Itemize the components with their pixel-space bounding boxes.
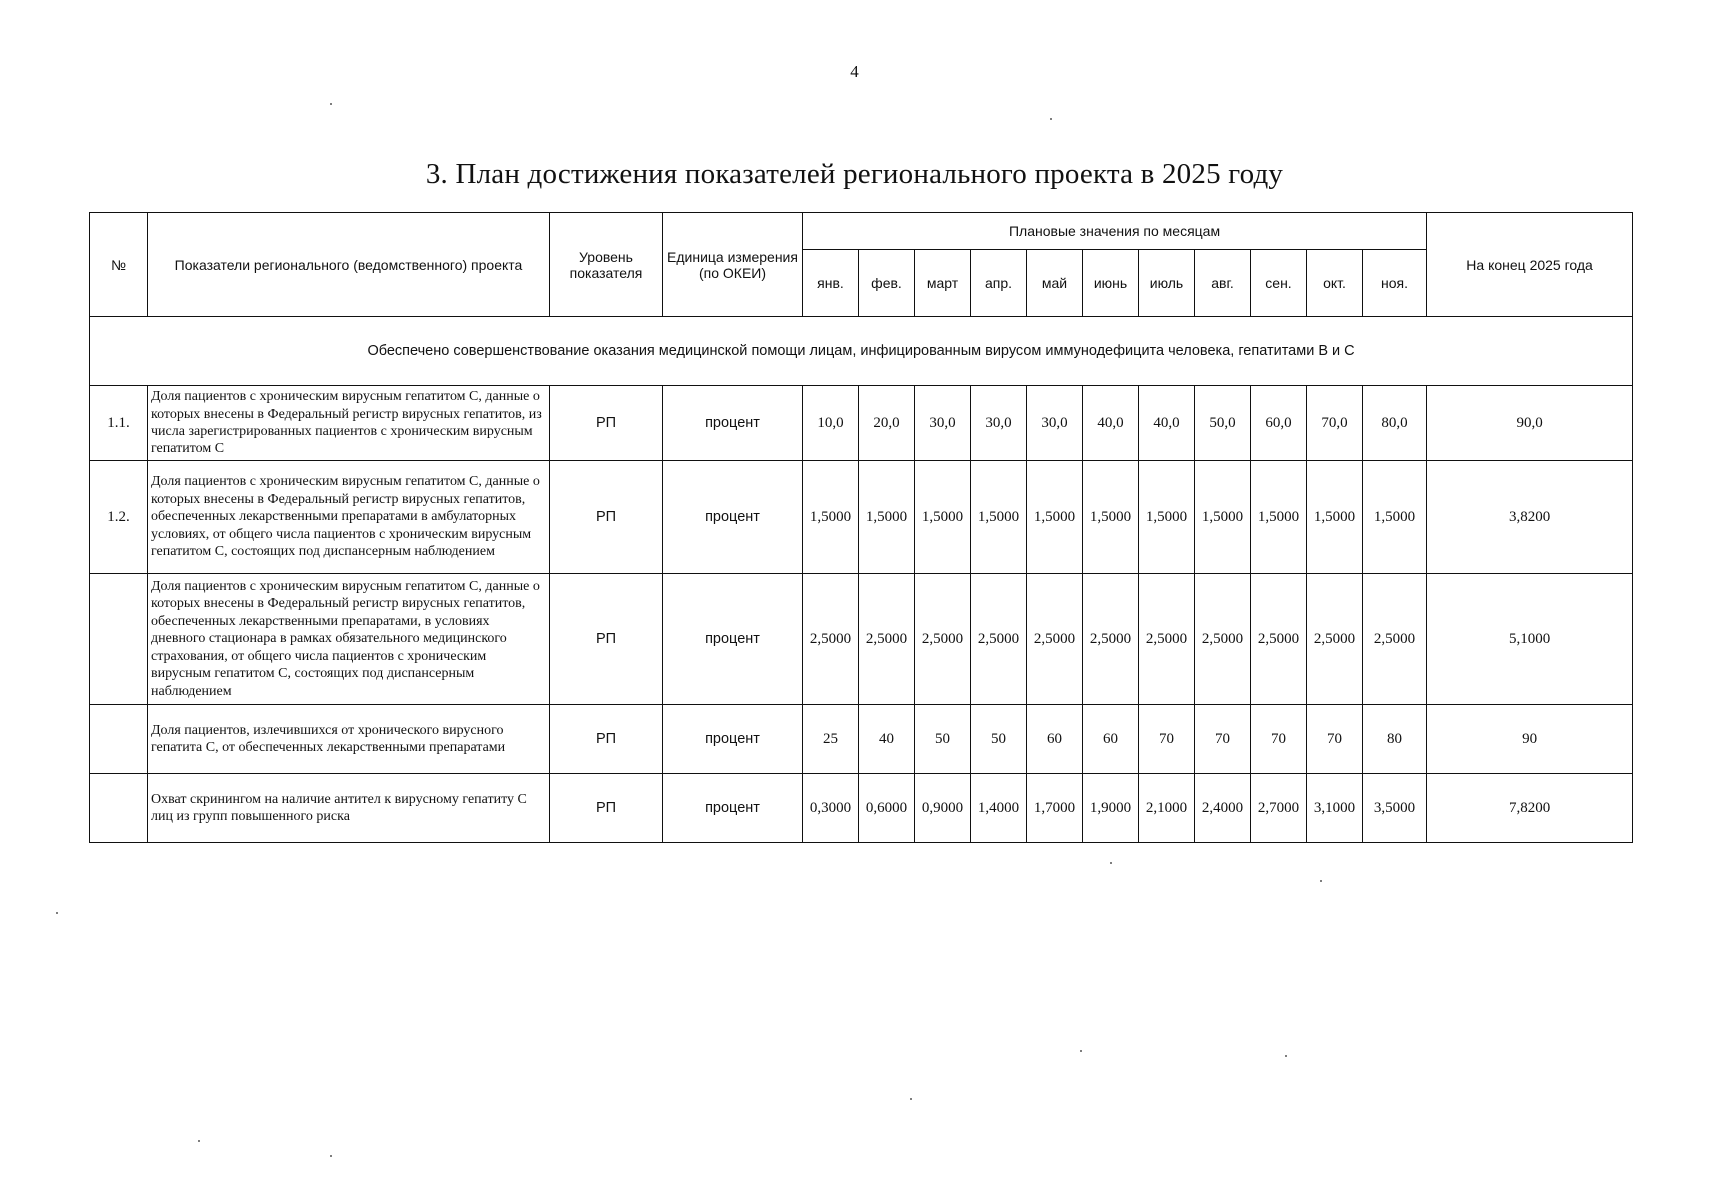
month-value: 1,5000 — [1307, 461, 1363, 574]
header-month: май — [1027, 250, 1083, 317]
month-value: 20,0 — [859, 386, 915, 461]
month-value: 70,0 — [1307, 386, 1363, 461]
row-number: 1.1. — [90, 386, 148, 461]
header-month: авг. — [1195, 250, 1251, 317]
indicator-unit: процент — [663, 774, 803, 843]
row-number — [90, 705, 148, 774]
indicator-unit: процент — [663, 386, 803, 461]
page-number: 4 — [850, 62, 859, 81]
indicator-name: Доля пациентов с хроническим вирусным гепатитом С, данные о которых внесены в Федеральный регистр вирусных гепатитов, обеспеченных лекарственными препаратами в амбулаторных условиях, от общего числа пациентов с хроническим вирусным гепатитом С, состоящих под диспансерным наблюдением — [148, 461, 550, 574]
scan-speck — [1285, 1055, 1287, 1057]
row-number: 1.2. — [90, 461, 148, 574]
header-row-top — [90, 213, 1633, 250]
month-value: 30,0 — [915, 386, 971, 461]
month-value: 60,0 — [1251, 386, 1307, 461]
month-value: 1,5000 — [1363, 461, 1427, 574]
indicator-name: Охват скринингом на наличие антител к вирусному гепатиту С лиц из групп повышенного риска — [148, 774, 550, 843]
indicator-level: РП — [550, 461, 663, 574]
header-indicator: Показатели регионального (ведомственного) проекта — [148, 213, 550, 317]
header-level: Уровень показателя — [550, 213, 663, 317]
month-value: 60 — [1083, 705, 1139, 774]
header-month: апр. — [971, 250, 1027, 317]
month-value: 50 — [915, 705, 971, 774]
month-value: 2,5000 — [1027, 574, 1083, 705]
indicators-table — [89, 212, 1633, 843]
month-value: 10,0 — [803, 386, 859, 461]
month-value: 2,4000 — [1195, 774, 1251, 843]
month-value: 50,0 — [1195, 386, 1251, 461]
table-row — [90, 461, 1633, 574]
header-month: ноя. — [1363, 250, 1427, 317]
header-month: янв. — [803, 250, 859, 317]
month-value: 1,5000 — [1195, 461, 1251, 574]
scan-speck — [330, 1155, 332, 1157]
indicator-name: Доля пациентов с хроническим вирусным гепатитом С, данные о которых внесены в Федеральный регистр вирусных гепатитов, из числа зарегистрированных пациентов с хроническим вирусным гепатитом С — [148, 386, 550, 461]
month-value: 2,5000 — [1251, 574, 1307, 705]
month-value: 1,5000 — [1251, 461, 1307, 574]
indicator-name: Доля пациентов, излечившихся от хронического вирусного гепатита С, от обеспеченных лекарственными препаратами — [148, 705, 550, 774]
header-month: март — [915, 250, 971, 317]
scan-speck — [1320, 880, 1322, 882]
final-value: 90,0 — [1427, 386, 1633, 461]
month-value: 80 — [1363, 705, 1427, 774]
month-value: 40,0 — [1083, 386, 1139, 461]
month-value: 1,4000 — [971, 774, 1027, 843]
final-value: 5,1000 — [1427, 574, 1633, 705]
month-value: 2,5000 — [859, 574, 915, 705]
month-value: 1,5000 — [915, 461, 971, 574]
month-value: 2,5000 — [1139, 574, 1195, 705]
indicator-level: РП — [550, 574, 663, 705]
month-value: 2,5000 — [971, 574, 1027, 705]
section-row — [90, 317, 1633, 386]
month-value: 0,3000 — [803, 774, 859, 843]
header-month: июль — [1139, 250, 1195, 317]
month-value: 2,5000 — [915, 574, 971, 705]
month-value: 2,5000 — [1083, 574, 1139, 705]
row-number — [90, 574, 148, 705]
month-value: 2,7000 — [1251, 774, 1307, 843]
month-value: 2,1000 — [1139, 774, 1195, 843]
section-title: Обеспечено совершенствование оказания медицинской помощи лицам, инфицированным вирусом иммунодефицита человека, гепатитами В и С — [90, 317, 1633, 386]
table-row — [90, 705, 1633, 774]
month-value: 2,5000 — [1195, 574, 1251, 705]
header-unit: Единица измерения (по ОКЕИ) — [663, 213, 803, 317]
table-row — [90, 574, 1633, 705]
table-row — [90, 774, 1633, 843]
scan-speck — [1110, 862, 1112, 864]
final-value: 7,8200 — [1427, 774, 1633, 843]
final-value: 90 — [1427, 705, 1633, 774]
month-value: 70 — [1251, 705, 1307, 774]
month-value: 80,0 — [1363, 386, 1427, 461]
indicator-level: РП — [550, 705, 663, 774]
month-value: 30,0 — [1027, 386, 1083, 461]
scan-speck — [56, 912, 58, 914]
month-value: 3,1000 — [1307, 774, 1363, 843]
month-value: 70 — [1195, 705, 1251, 774]
month-value: 3,5000 — [1363, 774, 1427, 843]
month-value: 0,6000 — [859, 774, 915, 843]
month-value: 70 — [1307, 705, 1363, 774]
scan-speck — [330, 103, 332, 105]
month-value: 1,5000 — [971, 461, 1027, 574]
header-month: фев. — [859, 250, 915, 317]
month-value: 1,7000 — [1027, 774, 1083, 843]
indicator-unit: процент — [663, 461, 803, 574]
header-final: На конец 2025 года — [1427, 213, 1633, 317]
month-value: 2,5000 — [1307, 574, 1363, 705]
header-month: июнь — [1083, 250, 1139, 317]
document-title: 3. План достижения показателей регионального проекта в 2025 году — [425, 158, 1284, 190]
month-value: 1,9000 — [1083, 774, 1139, 843]
row-number — [90, 774, 148, 843]
month-value: 40 — [859, 705, 915, 774]
month-value: 50 — [971, 705, 1027, 774]
header-month: окт. — [1307, 250, 1363, 317]
month-value: 1,5000 — [1139, 461, 1195, 574]
header-planned-values: Плановые значения по месяцам — [803, 213, 1427, 250]
scan-speck — [1050, 118, 1052, 120]
indicator-name: Доля пациентов с хроническим вирусным гепатитом С, данные о которых внесены в Федеральный регистр вирусных гепатитов, обеспеченных лекарственными препаратами, в условиях дневного стационара в рамках обязательного медицинского страхования, от общего числа пациентов с хроническим вирусным гепатитом С, состоящих под диспансерным наблюдением — [148, 574, 550, 705]
month-value: 25 — [803, 705, 859, 774]
month-value: 2,5000 — [803, 574, 859, 705]
month-value: 1,5000 — [1027, 461, 1083, 574]
month-value: 40,0 — [1139, 386, 1195, 461]
month-value: 2,5000 — [1363, 574, 1427, 705]
header-num: № — [90, 213, 148, 317]
scan-speck — [1080, 1050, 1082, 1052]
table-row — [90, 386, 1633, 461]
month-value: 60 — [1027, 705, 1083, 774]
month-value: 1,5000 — [859, 461, 915, 574]
indicator-level: РП — [550, 386, 663, 461]
indicator-level: РП — [550, 774, 663, 843]
month-value: 30,0 — [971, 386, 1027, 461]
scan-speck — [910, 1098, 912, 1100]
month-value: 70 — [1139, 705, 1195, 774]
month-value: 0,9000 — [915, 774, 971, 843]
scan-speck — [198, 1140, 200, 1142]
final-value: 3,8200 — [1427, 461, 1633, 574]
month-value: 1,5000 — [1083, 461, 1139, 574]
indicator-unit: процент — [663, 574, 803, 705]
header-month: сен. — [1251, 250, 1307, 317]
indicator-unit: процент — [663, 705, 803, 774]
month-value: 1,5000 — [803, 461, 859, 574]
